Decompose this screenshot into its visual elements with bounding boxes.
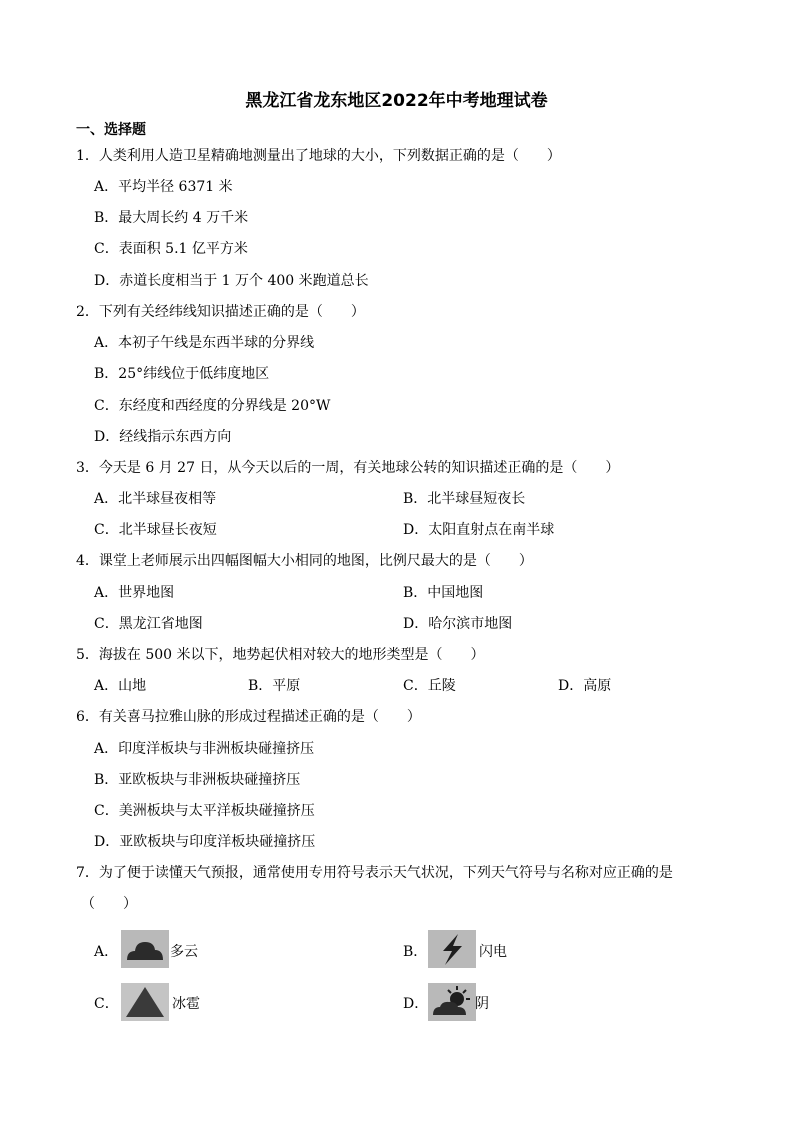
q1-option-b[interactable]: B．最大周长约 4 万千米 [94, 210, 249, 226]
question-7-stem: 7．为了便于读懂天气预报，通常使用专用符号表示天气状况，下列天气符号与名称对应正确的是 [76, 865, 673, 881]
q4-option-c[interactable]: C．黑龙江省地图 [94, 616, 203, 632]
q5-option-a[interactable]: A．山地 [94, 678, 147, 694]
q1-option-a[interactable]: A．平均半径 6371 米 [94, 179, 233, 195]
cloud-icon [121, 930, 169, 968]
question-2-stem: 2．下列有关经纬线知识描述正确的是（ ） [76, 304, 365, 320]
hail-triangle-icon [121, 983, 169, 1021]
q2-option-a[interactable]: A．本初子午线是东西半球的分界线 [94, 335, 315, 351]
q4-option-d[interactable]: D．哈尔滨市地图 [403, 616, 513, 632]
q7-option-c-letter[interactable]: C． [94, 996, 119, 1012]
q3-option-c[interactable]: C．北半球昼长夜短 [94, 522, 217, 538]
q2-option-b[interactable]: B．25°纬线位于低纬度地区 [94, 366, 270, 382]
q7-option-a-name: 多云 [170, 944, 198, 960]
q3-option-d[interactable]: D．太阳直射点在南半球 [403, 522, 555, 538]
q4-option-b[interactable]: B．中国地图 [403, 585, 484, 601]
q5-option-c[interactable]: C．丘陵 [403, 678, 456, 694]
q5-option-d[interactable]: D．高原 [558, 678, 612, 694]
q7-option-d-name: 阴 [475, 996, 489, 1012]
page-title: 黑龙江省龙东地区2022年中考地理试卷 [245, 91, 548, 111]
question-7-stem-bracket: （ ） [81, 896, 137, 912]
q2-option-d[interactable]: D．经线指示东西方向 [94, 429, 232, 445]
sun-cloud-icon [428, 983, 476, 1021]
q7-option-b-name: 闪电 [479, 944, 507, 960]
q5-option-b[interactable]: B．平原 [248, 678, 301, 694]
question-1-stem: 1．人类利用人造卫星精确地测量出了地球的大小，下列数据正确的是（ ） [76, 148, 561, 164]
q2-option-c[interactable]: C．东经度和西经度的分界线是 20°W [94, 398, 331, 414]
q4-option-a[interactable]: A．世界地图 [94, 585, 175, 601]
q1-option-c[interactable]: C．表面积 5.1 亿平方米 [94, 241, 248, 257]
q7-option-a-letter[interactable]: A． [94, 944, 119, 960]
q7-option-b-letter[interactable]: B． [403, 944, 428, 960]
q6-option-b[interactable]: B．亚欧板块与非洲板块碰撞挤压 [94, 772, 301, 788]
q6-option-c[interactable]: C．美洲板块与太平洋板块碰撞挤压 [94, 803, 315, 819]
q7-option-d-letter[interactable]: D． [403, 996, 429, 1012]
section-heading: 一、选择题 [76, 122, 146, 138]
q7-option-c-name: 冰雹 [172, 996, 200, 1012]
q3-option-a[interactable]: A．北半球昼夜相等 [94, 491, 217, 507]
question-6-stem: 6．有关喜马拉雅山脉的形成过程描述正确的是（ ） [76, 709, 421, 725]
q6-option-a[interactable]: A．印度洋板块与非洲板块碰撞挤压 [94, 741, 315, 757]
question-4-stem: 4．课堂上老师展示出四幅图幅大小相同的地图，比例尺最大的是（ ） [76, 553, 533, 569]
q1-option-d[interactable]: D．赤道长度相当于 1 万个 400 米跑道总长 [94, 273, 369, 289]
q6-option-d[interactable]: D．亚欧板块与印度洋板块碰撞挤压 [94, 834, 316, 850]
lightning-icon [428, 930, 476, 968]
q3-option-b[interactable]: B．北半球昼短夜长 [403, 491, 526, 507]
question-5-stem: 5．海拔在 500 米以下，地势起伏相对较大的地形类型是（ ） [76, 647, 485, 663]
question-3-stem: 3．今天是 6 月 27 日，从今天以后的一周，有关地球公转的知识描述正确的是（ ） [76, 460, 620, 476]
